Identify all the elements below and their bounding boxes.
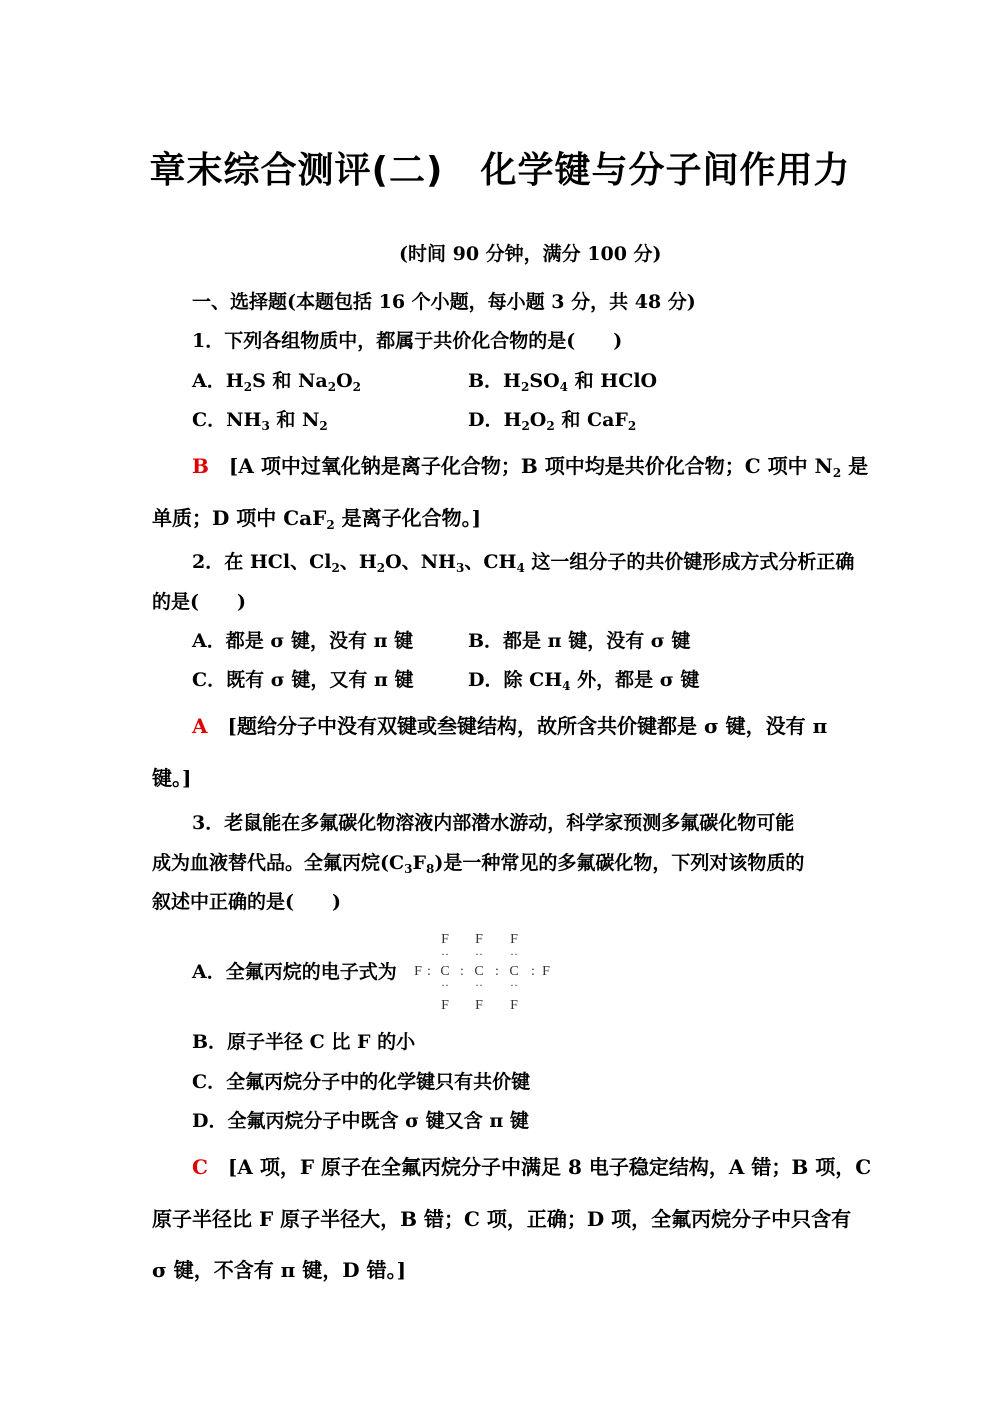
q1-option-b: B．$H_2SO_4$ 和 HClO [468,370,658,394]
q3-option-a: A．全氟丙烷的电子式为 [192,961,397,983]
formula-bottom-dots: ·· [441,978,449,992]
page-title: 章末综合测评(二) 化学键与分子间作用力 [149,150,851,191]
formula-top-f: F [510,932,518,947]
q3-answer: C [192,1155,208,1179]
formula-left-f: F [414,964,422,979]
q2-option-b: B．都是 π 键，没有 σ 键 [468,630,691,652]
q2-explanation-line1: A [题给分子中没有双键或叁键结构，故所含共价键都是 σ 键，没有 π [192,714,828,738]
formula-right-f: F [542,964,550,979]
formula-top-dots: ·· [441,947,449,961]
formula-carbon: C [440,964,450,979]
q3-option-d: D．全氟丙烷分子中既含 σ 键又含 π 键 [192,1110,529,1132]
electron-formula [412,929,562,1019]
formula-carbon: C [474,964,484,979]
q3-stem-line2: 成为血液替代品。全氟丙烷$(C_3F_8)$是一种常见的多氟碳化物，下列对该物质的 [152,852,805,876]
q2-option-a: A．都是 σ 键，没有 π 键 [192,630,414,652]
q2-explanation-line2: 键。] [152,766,192,790]
q1-option-a: A．$H_2S$ 和 $Na_2O_2$ [192,370,361,394]
q2-answer: A [192,714,208,738]
q3-stem-line3: 叙述中正确的是( ) [152,891,341,913]
exam-info: (时间 90 分钟，满分 100 分) [399,243,662,265]
q2-stem-line1: 2．在 HCl、$Cl_2$、$H_2O$、$NH_3$、$CH_4$ 这一组分子的共价键形成方式分析正确 [192,551,855,575]
formula-top-dots: ·· [510,947,518,961]
q3-option-b: B．原子半径 C 比 F 的小 [192,1031,416,1053]
formula-bottom-dots: ·· [510,978,518,992]
formula-colon: : [427,964,431,979]
q1-answer: B [192,454,209,478]
q3-explanation-line2: 原子半径比 F 原子半径大，B 错；C 项，正确；D 项，全氟丙烷分子中只含有 [152,1207,852,1231]
q1-explanation-line1: B [A 项中过氧化钠是离子化合物；B 项中均是共价化合物；C 项中 $N_2$ 是 [192,454,869,480]
formula-carbon: C [509,964,519,979]
formula-bottom-f: F [475,998,483,1013]
q1-option-d: D．$H_2O_2$ 和 CaF$_2$ [468,409,637,433]
q3-option-c: C．全氟丙烷分子中的化学键只有共价键 [192,1071,531,1093]
q1-explanation-line2: 单质；D 项中 CaF$_2$ 是离子化合物。] [152,506,482,532]
formula-top-f: F [441,932,449,947]
formula-colon: : [531,964,535,979]
q3-explanation-line3: σ 键，不含有 π 键，D 错。] [152,1258,407,1282]
q3-explanation-line1: C [A 项，F 原子在全氟丙烷分子中满足 8 电子稳定结构，A 错；B 项，C [192,1155,872,1179]
formula-top-dots: ·· [475,947,483,961]
formula-colon: : [495,964,499,979]
q1-option-c: C．$NH_3$ 和 $N_2$ [192,409,328,433]
formula-bottom-f: F [510,998,518,1013]
formula-top-f: F [475,932,483,947]
q3-stem-line1: 3．老鼠能在多氟碳化物溶液内部潜水游动，科学家预测多氟碳化物可能 [192,812,795,834]
section-heading: 一、选择题(本题包括 16 个小题，每小题 3 分，共 48 分) [192,291,696,313]
q1-stem: 1．下列各组物质中，都属于共价化合物的是( ) [192,330,623,352]
formula-bottom-f: F [441,998,449,1013]
q2-option-d: D．除 $CH_4$ 外，都是 σ 键 [468,669,700,693]
formula-colon: : [460,964,464,979]
formula-bottom-dots: ·· [475,978,483,992]
q2-stem-line2: 的是( ) [152,591,246,613]
q2-option-c: C．既有 σ 键，又有 π 键 [192,669,414,691]
